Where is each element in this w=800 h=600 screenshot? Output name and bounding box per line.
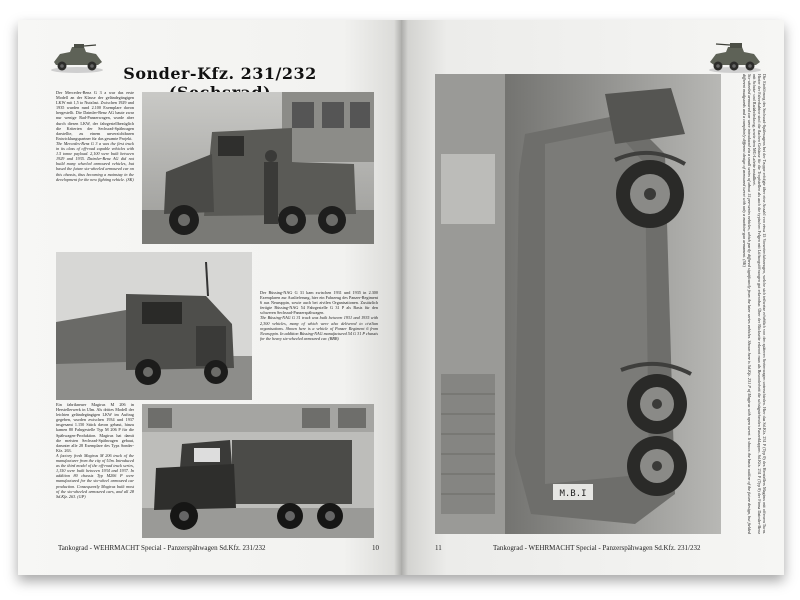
licence-plate-text: M.B.I bbox=[559, 489, 587, 499]
text-block-magirus bbox=[56, 402, 134, 499]
text-english: The Büssing-NAG G 31 truck was built between 1931 and 1935 with 2,300 vehicles, many of which were also delivered to civilian organisations. Shown here is a vehicle of Panzer Regiment 6 from Neuruppin. In addition Büssing-NAG manufactured 54 G 31 P chassis for the heavy six-wheeled armoured car. (BBB) bbox=[260, 315, 378, 341]
text-english: The Mercedes-Benz G 3 a was the first truck in its class of off-road capable vehicles with 1.5 tonne payload. 2,100 were built between 1929 and 1935. Daimler-Benz AG did not build many wheeled armoured vehicles, but based the future six-wheeled armoured car on this chassis, thus becoming a mainstay in the development for the new fighting vehicle. (SK) bbox=[56, 140, 134, 182]
text-english: A factory fresh Magirus M 206 truck of the manufacturer from the city of Ulm. Introduced as the third model of the off-road truck series, 1,150 were built between 1934 and 1937. In addition 80 chassis Typ M206 P were manufactured for the six-wheel armoured car production. Consequently Magirus built most of the six-wheeled armoured cars, and all 28 Sd.Kfz. 263. (GP) bbox=[56, 452, 134, 499]
photo-mercedes-g3a-truck bbox=[142, 92, 374, 244]
page-title: Sonder-Kfz. 231/232 bbox=[123, 64, 317, 83]
spine-gutter bbox=[394, 20, 408, 575]
right-page bbox=[401, 20, 784, 575]
page-number-right: 11 bbox=[435, 544, 442, 552]
text-german: Ein fabrikneuer Magirus M 206 in Herstellerwerk in Ulm. Als drittes Modell der leichten geländegängigen LKW im Auftrag gegeben, wurden zwischen 1934 und 1937 insgesamt 1.150 Stück davon gebaut, hinzu kamen 80 Fahrgestelle Typ M 206 P für die Spähwagen-Produktion. Magirus hat damit die meisten Sechsrad-Spähwagen gebaut, darunter alle 28 Exemplare des Typs Sonder-Kfz. 263. bbox=[56, 402, 134, 453]
caption-rotated bbox=[727, 74, 767, 534]
photo-magirus-m206-truck bbox=[142, 404, 374, 538]
text-block-mercedes bbox=[56, 90, 134, 182]
text-block-bussing bbox=[260, 290, 378, 341]
photo-armoured-car-sdkfz-231 bbox=[435, 74, 721, 534]
page-number-left: 10 bbox=[372, 544, 379, 552]
caption-column bbox=[727, 74, 767, 534]
magazine-spread bbox=[18, 20, 784, 575]
caption-german: Die Einführung des Sechsrad-Spähwagens bei der Truppe erfolgte über eine Anzahl von etwa 15 Vorserienfahrzeugen, welche sich teilweise erheblich von den späteren Serienwagen unterschieden. Hier das Sd.Kfz. 231 P (Typ 0) des Herstellers Magirus mit offenem Turm. Hinter der Fahrerkabine sind die flachen Gehäuse für die Tropfstellen als auch die typischen Felgen mit Lüftungsöffnungen gut erkennbar. Über der Rückseite erkennt man als Besonderheit die schrägstehenden Panzerklappen. Sd.Kfz. 231 P (Typ 0) der Firma Daimler-Benz mit Schutz- und Radabdeckung, sowie dem MG-Lafette installiert. bbox=[751, 74, 767, 534]
footer-left: Tankograd - WEHRMACHT Special - Panzerspähwagen Sd.Kfz. 231/232 bbox=[58, 544, 266, 552]
caption-english: Six-wheeled armoured car were introduced via a small series of about 15 pre-series vehicles, which partly differed significantly from the later series vehicles. Shown here is Sd.Kfz. 231 P of Magirus with open turret. It shows the basic outline of the future design, but fielded different mudguards and a completely different design of armoured turret with only a machine-gun armament. (SK) bbox=[741, 74, 752, 534]
left-page bbox=[18, 20, 401, 575]
text-german: Der Büssing-NAG G 31 kam zwischen 1931 und 1935 in 2.300 Exemplaren zur Auslieferung, hier ein Fahrzeug des Panzer-Regiment 6 aus Neuruppin, sowie auch bei zivilen Organisationen. Zusätzlich fertigte Büssing-NAG 54 Fahrgestelle G 31 P als Basis für den schweren Sechsrad-Panzerspähwagen. bbox=[260, 290, 378, 316]
photo-bussing-nag-truck bbox=[56, 252, 252, 400]
text-german: Der Mercedes-Benz G 3 a war das erste Modell an der Klasse der geländegängigen LKW mit 1,5 to Nutzlast. Zwischen 1929 und 1935 wurden rund 2.100 Exemplare davon hergestellt. Die Daimler-Benz AG baute zwar nur wenige Rad-Panzerwagen, wurde aber durch diesen LKW, der fahrgestellbezüglich die Kriterien der Sechsrad-Spähwagen darstellte, zu einem unverzichtbaren Entwicklungspartner für das gesamte Projekt. bbox=[56, 90, 134, 141]
armoured-car-silhouette-icon bbox=[706, 40, 764, 74]
footer-right: Tankograd - WEHRMACHT Special - Panzerspähwagen Sd.Kfz. 231/232 bbox=[493, 544, 701, 552]
